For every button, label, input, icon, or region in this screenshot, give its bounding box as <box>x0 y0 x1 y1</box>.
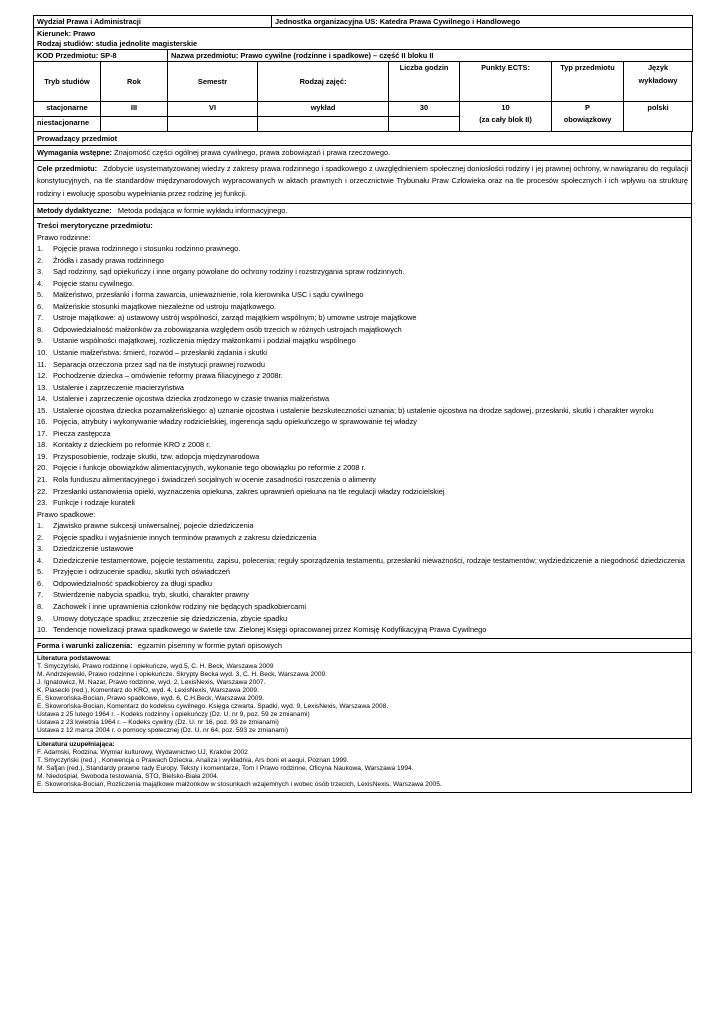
list-item-text: Rola funduszu alimentacyjnego i świadczeń socjalnych w ocenie zasadności roszczenia o alimenty <box>53 474 376 484</box>
methods-text: Metoda podająca w formie wykładu informacyjnego. <box>117 205 288 215</box>
list-item-number: 21. <box>37 474 48 484</box>
list-item-text: Pojęcia, atrybuty i wykonywanie władzy rodzicielskiej, ingerencja sądu opiekuńczego w sprawowanie tej władzy <box>53 417 417 427</box>
literature-basic-item: K. Piasecki (red.), Komentarz do KRO, wyd. 4, LexisNexis, Warszawa 2009. <box>37 687 259 695</box>
family-law-item <box>37 416 688 428</box>
list-item-number: 5. <box>37 290 44 300</box>
col-ects: Punkty ECTS: <box>460 62 552 102</box>
list-item-number: 5. <box>37 567 44 577</box>
language-value: polski <box>624 102 693 132</box>
list-item-number: 3. <box>37 267 44 277</box>
list-item-number: 20. <box>37 463 48 473</box>
col-semester: Semestr <box>168 62 258 102</box>
family-law-item <box>37 486 688 498</box>
list-item-text: Pochodzenie dziecka – omówienie reformy prawa filiacyjnego z 2008r. <box>53 371 283 381</box>
row-stationary-mode: stacjonarne <box>34 102 101 117</box>
requirements-label: Wymagania wstępne: <box>37 148 113 158</box>
list-item-number: 22. <box>37 486 48 496</box>
ects-value: 10 <box>501 103 510 112</box>
inheritance-law-item <box>37 601 688 613</box>
family-law-item <box>37 289 688 301</box>
row-nonstationary-semester <box>168 117 258 132</box>
list-item-number: 8. <box>37 324 44 334</box>
list-item-text: Źródła i zasady prawa rodzinnego <box>53 255 164 265</box>
ects-note: (za cały blok II) <box>479 115 532 125</box>
col-hours: Liczba godzin <box>389 62 460 102</box>
family-law-item <box>37 347 688 359</box>
family-law-item <box>37 474 688 486</box>
list-item-number: 4. <box>37 278 44 288</box>
list-item-number: 9. <box>37 613 44 623</box>
family-law-item <box>37 428 688 440</box>
list-item-text: Pojęcie prawa rodzinnego i stosunku rodzinno prawnego. <box>53 244 241 254</box>
assessment-row <box>33 639 692 653</box>
methods-label: Metody dydaktyczne: <box>37 205 112 215</box>
requirements-text: Znajomość części ogólnej prawa cywilnego, prawa zobowiązań i prawa rzeczowego. <box>114 148 391 158</box>
literature-extra-label: Literatura uzupełniająca: <box>37 741 115 749</box>
inheritance-law-item <box>37 624 688 636</box>
family-law-item <box>37 324 688 336</box>
content-label: Treści merytoryczne przedmiotu: <box>37 220 153 230</box>
literature-basic-item: T. Smyczyński, Prawo rodzinne i opiekuńcze, wyd.5, C. H. Beck, Warszawa 2009 <box>37 662 274 670</box>
family-law-item <box>37 266 688 278</box>
col-year: Rok <box>101 62 168 102</box>
list-item-number: 12. <box>37 371 48 381</box>
list-item-text: Zjawisko prawne sukcesji uniwersalnej, pojecie dziedziczenia <box>53 521 254 531</box>
unit-cell: Jednostka organizacyjna US: Katedra Prawa Cywilnego i Handlowego <box>272 16 693 28</box>
list-item-text: Separacja orzeczona przez sąd na tle instytucji prawnej rozwodu <box>53 359 265 369</box>
list-item-number: 18. <box>37 440 48 450</box>
list-item-text: Małżeńskie stosunki majątkowe niezależne od ustroju majątkowego. <box>53 301 277 311</box>
list-item-number: 16. <box>37 417 48 427</box>
family-law-item <box>37 255 688 267</box>
list-item-number: 7. <box>37 590 44 600</box>
list-item-text: Funkcje i rodzaje kurateli <box>53 498 135 508</box>
family-law-item <box>37 451 688 463</box>
list-item-number: 7. <box>37 313 44 323</box>
col-language-line2: wykładowy <box>638 76 678 86</box>
list-item-text: Przyjęcie i odrzucenie spadku, skutki tych oświadczeń <box>53 567 231 577</box>
list-item-text: Tendencje nowelizacji prawa spadkowego w świetle tzw. Zielonej Księgi opracowanej przez Komisję Kodyfikacyjną Prawa Cywilnego <box>53 625 487 635</box>
literature-extra-item: M. Safjan (red.), Standardy prawne rady Europy. Teksty i komentarze, Tom I Prawo rodzinne, Oficyna Naukowa, Warszawa 1994. <box>37 765 414 773</box>
inheritance-law-item <box>37 555 688 567</box>
inheritance-law-item <box>37 520 688 532</box>
literature-extra-section <box>33 739 692 793</box>
ects-cell <box>460 102 552 132</box>
list-item-text: Zachowek i inne uprawnienia członków rodziny nie będących spadkobiercami <box>53 602 307 611</box>
assessment-text: egzamin pisemny w formie pytań opisowych <box>137 640 282 650</box>
goals-row <box>33 161 692 204</box>
list-item-text: Pojęcie stanu cywilnego. <box>53 278 134 288</box>
requirements-row <box>33 146 692 160</box>
literature-extra-item: E. Skowrońska-Bocian, Rozliczenia majątkowe małżonków w stosunkach wzajemnych i wobec osób trzecich, LexisNexis, Warszawa 2005. <box>37 781 442 789</box>
goals-text: Zdobycie usystematyzowanej wiedzy z zakresy prawa rodzinnego i spadkowego z uwzględnieniem społecznej doniosłości rodziny i jej prawnej ochrony, w nawiązaniu do regulacji konstytucyjnych, na tle standardów międzynarodowych wypracowanych w aktach prawnych i orzecznictwie Trybunału Praw Człowieka oraz na tle procesów społecznych i ich wpływu na strukturę rodziny i ewolucję sposobu wypełniania przez rodzinę jej funkcji. <box>37 163 689 198</box>
family-law-item <box>37 312 688 324</box>
row-stationary-class-type: wykład <box>258 102 389 117</box>
inheritance-law-item <box>37 578 688 590</box>
list-item-number: 11. <box>37 359 47 369</box>
col-language <box>624 62 693 102</box>
family-law-item <box>37 382 688 394</box>
family-law-item <box>37 405 688 417</box>
list-item-number: 1. <box>37 244 44 254</box>
list-item-number: 2. <box>37 532 44 542</box>
list-item-text: Małżeństwo, przesłanki i forma zawarcia, unieważnienie, rola kierownika USC i sądu cywilnego <box>53 290 364 300</box>
col-subject-type: Typ przedmiotu <box>552 62 624 102</box>
row-stationary-hours: 30 <box>389 102 460 117</box>
family-law-item <box>37 393 688 405</box>
list-item-number: 19. <box>37 451 48 461</box>
inheritance-law-item <box>37 566 688 578</box>
list-item-number: 3. <box>37 544 44 554</box>
list-item-number: 13. <box>37 382 48 392</box>
list-item-text: Dziedziczenie testamentowe, pojęcie testamentu, zapisu, polecenia; reguły sporządzenia testamentu, przesłanki nieważności, rodzaje testamentów; wydziedziczenie a niegodność dziedziczenia <box>53 555 685 565</box>
list-item-number: 8. <box>37 602 44 611</box>
assessment-label: Forma i warunki zaliczenia: <box>37 640 133 650</box>
inheritance-law-item <box>37 589 688 601</box>
list-item-text: Pojęcie i funkcje obowiązków alimentacyjnych, wykonanie tego obowiązku po reformie z 2008 r. <box>53 463 366 473</box>
list-item-text: Odpowiedzialność małżonków za zobowiązania względem osób trzecich w różnych ustrojach majątkowych <box>53 324 402 334</box>
inheritance-law-item <box>37 532 688 544</box>
literature-extra-list <box>37 749 688 789</box>
literature-extra-item: M. Niedośpiał, Swoboda testowania, STO, Bielsko-Biała 2004. <box>37 773 219 781</box>
list-item-text: Przysposobienie, rodzaje skutki, tzw. adopcja międzynarodowa <box>53 451 260 461</box>
literature-basic-item: E. Skowrońska-Bocian, Komentarz do kodeksu cywilnego. Księga czwarta. Spadki, wyd. 9, LexisNexis, Warszawa 2008. <box>37 703 389 711</box>
field-label: Kierunek: Prawo <box>37 29 96 39</box>
list-item-number: 23. <box>37 498 48 508</box>
row-nonstationary-mode: niestacjonarne <box>34 117 101 132</box>
row-nonstationary-hours <box>389 117 460 132</box>
list-item-number: 10. <box>37 347 48 357</box>
list-item-text: Stwierdzenie nabycia spadku, tryb, skutki, charakter prawny <box>53 590 249 600</box>
list-item-text: Piecza zastępcza <box>53 428 111 438</box>
list-item-number: 9. <box>37 336 44 346</box>
list-item-text: Umowy dotyczące spadku; zrzeczenie się dziedziczenia, zbycie spadku <box>53 613 288 623</box>
col-mode: Tryb studiów <box>34 62 101 102</box>
family-law-title: Prawo rodzinne: <box>37 232 91 242</box>
subject-type-cell <box>552 102 624 132</box>
subject-type-value: P <box>585 103 590 112</box>
course-name: Nazwa przedmiotu: Prawo cywilne (rodzinne i spadkowe) – część II bloku II <box>168 49 693 61</box>
list-item-number: 6. <box>37 578 44 588</box>
literature-basic-item: M. Andrzejewski, Prawo rodzinne i opiekuńcze. Skrypty Becka wyd. 3, C. H. Beck, Warszawa 2009. <box>37 670 327 678</box>
family-law-item <box>37 278 688 290</box>
list-item-number: 2. <box>37 255 44 265</box>
list-item-number: 10. <box>37 625 48 635</box>
list-item-text: Ustroje majątkowe: a) ustawowy ustrój wspólności, zarząd majątkiem wspólnym; b) umowne ustroje majątkowe <box>53 313 417 323</box>
list-item-text: Ustalenie ojcostwa dziecka pozamałżeńskiego: a) uznanie ojcostwa i ustalenie bezskuteczności uznania; b) ustalenie ojcostwa na drodze sądowej, przesłanki, skutki i charakter wyroku <box>53 405 654 415</box>
family-law-item <box>37 462 688 474</box>
family-law-item <box>37 335 688 347</box>
family-law-item <box>37 439 688 451</box>
family-law-item <box>37 301 688 313</box>
course-code: KOD Przedmiotu: SP-8 <box>34 49 168 61</box>
list-item-number: 15. <box>37 405 48 415</box>
inheritance-law-title: Prawo spadkowe: <box>37 509 96 519</box>
literature-basic-item: Ustawa z 25 lutego 1964 r. - Kodeks rodzinny i opiekuńczy (Dz. U. nr 9, poz. 59 ze zmianami) <box>37 711 310 719</box>
list-item-text: Przesłanki ustanowienia opieki, wyznaczenia opiekuna, zakres uprawnień opiekuna na tle regulacji władzy rodzicielskiej <box>53 486 445 496</box>
content-section <box>33 218 692 639</box>
literature-basic-label: Literatura podstawowa: <box>37 654 112 662</box>
list-item-number: 4. <box>37 555 44 565</box>
list-item-number: 17. <box>37 428 48 438</box>
family-law-list <box>37 243 688 509</box>
literature-basic-item: Ustawa z 23 kwietnia 1964 r. – Kodeks cywilny (Dz. U. nr 16, poz. 93 ze zmianami) <box>37 719 279 727</box>
faculty-cell: Wydział Prawa i Administracji <box>34 16 272 28</box>
family-law-item <box>37 243 688 255</box>
list-item-text: Ustanie małżeństwa: śmierć, rozwód – przesłanki żądania i skutki <box>53 347 268 357</box>
literature-basic-list <box>37 663 688 735</box>
subject-type-note: obowiązkowy <box>563 115 612 125</box>
col-language-line1: Język <box>647 63 669 72</box>
col-class-type: Rodzaj zajęć: <box>258 62 389 102</box>
field-of-study <box>34 28 693 50</box>
list-item-text: Ustalenie i zaprzeczenie ojcostwa dziecka zrodzonego w czasie trwania małżeństwa <box>53 394 330 404</box>
header-table <box>33 15 693 50</box>
list-item-number: 6. <box>37 301 44 311</box>
list-item-text: Sąd rodzinny, sąd opiekuńczy i inne organy powołane do ochrony rodziny i rozstrzygania spraw rodzinnych. <box>53 267 405 277</box>
row-stationary-semester: VI <box>168 102 258 117</box>
study-type-label: Rodzaj studiów: studia jednolite magisterskie <box>37 38 198 48</box>
literature-basic-item: E. Skowrońska-Bocian, Prawo spadkowe, wyd. 6, C.H.Beck, Warszawa 2009. <box>37 695 264 703</box>
list-item-number: 1. <box>37 521 44 531</box>
list-item-text: Ustanie wspólności majątkowej, rozliczenia między małżonkami i podział majątku wspólnego <box>53 336 356 346</box>
inheritance-law-list <box>37 520 688 635</box>
course-info-table <box>33 49 693 132</box>
list-item-text: Dziedziczenie ustawowe <box>53 544 134 554</box>
family-law-item <box>37 359 688 371</box>
methods-row <box>33 204 692 218</box>
row-nonstationary-class-type <box>258 117 389 132</box>
literature-extra-item: T. Smyczyński (red.) , Konwencja o Prawach Dziecka. Analiza i wykładnia, Ars boni et aequi, Poznan 1999. <box>37 757 349 765</box>
goals-label: Cele przedmiotu: <box>37 163 98 173</box>
literature-extra-item: F. Adamski, Rodzina. Wymiar kulturowy, Wydawnictwo UJ, Kraków 2002 <box>37 749 248 757</box>
literature-basic-item: Ustawa z 12 marca 2004 r. o pomocy społecznej (Dz. U. nr 64, poz. 593 ze zmianami) <box>37 727 289 735</box>
list-item-text: Kontakty z dzieckiem po reformie KRO z 2008 r. <box>53 440 211 450</box>
family-law-item <box>37 497 688 509</box>
literature-basic-section <box>33 653 692 739</box>
list-item-text: Ustalenie i zaprzeczenie macierzyństwa <box>53 382 185 392</box>
inheritance-law-item <box>37 543 688 555</box>
syllabus-document <box>33 15 692 793</box>
list-item-number: 14. <box>37 394 48 404</box>
literature-basic-item: J. Ignatowicz, M. Nazar, Prawo rodzinne, wyd. 2, LexisNexis, Warszawa 2007. <box>37 678 266 686</box>
lecturer-row: Prowadzący przedmiot <box>33 132 692 146</box>
row-stationary-year: III <box>101 102 168 117</box>
row-nonstationary-year <box>101 117 168 132</box>
inheritance-law-item <box>37 613 688 625</box>
family-law-item <box>37 370 688 382</box>
list-item-text: Odpowiedzialność spadkobiercy za długi spadku <box>53 578 212 588</box>
list-item-text: Pojęcie spadku i wyjaśnienie innych terminów prawnych z zakresu dziedziczenia <box>53 532 317 542</box>
